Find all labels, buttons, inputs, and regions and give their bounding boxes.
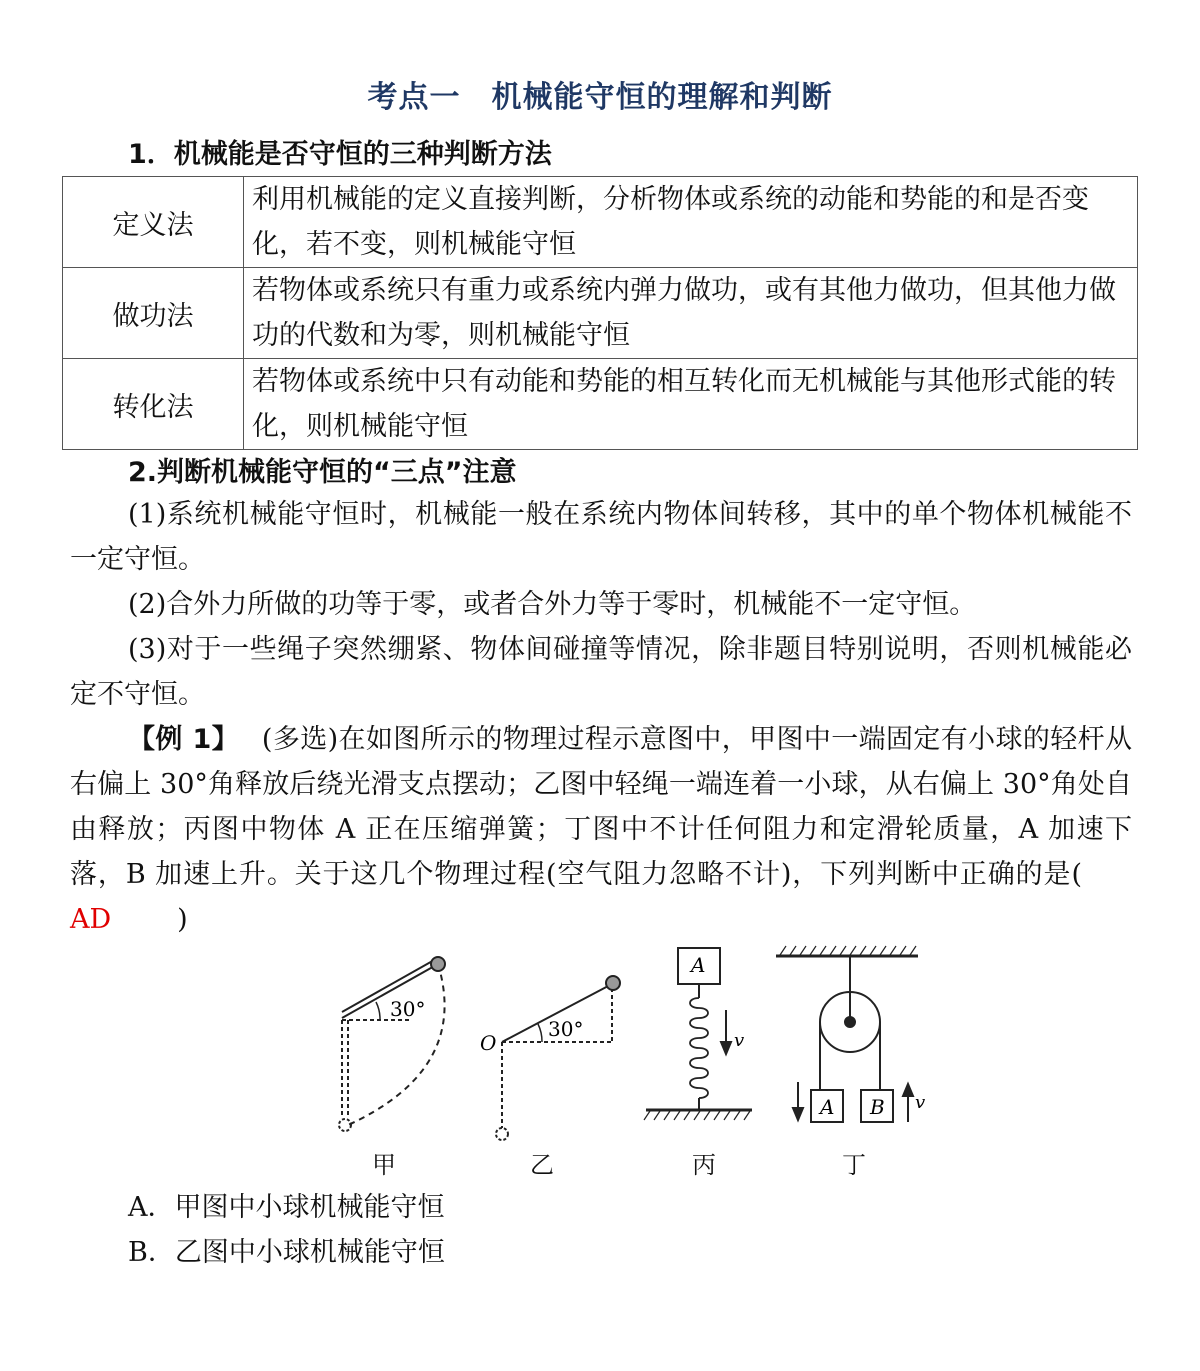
pivot-label: O (480, 1031, 497, 1055)
method-desc: 若物体或系统只有重力或系统内弹力做功，或有其他力做功，但其他力做功的代数和为零，则机械能守恒 (244, 268, 1138, 359)
figure-yi (496, 976, 620, 1140)
angle-label: 30° (390, 997, 426, 1021)
method-desc: 若物体或系统中只有动能和势能的相互转化而无机械能与其他形式能的转化，则机械能守恒 (244, 359, 1138, 450)
ball-ghost (339, 1119, 351, 1131)
example-text: (多选)在如图所示的物理过程示意图中，甲图中一端固定有小球的轻杆从右偏上 30°角释放后绕光滑支点摆动；乙图中轻绳一端连着一小球，从右偏上 30°角处自由释放；丙图中物体 A 正在压缩弹簧；丁图中不计任何阻力和定滑轮质量，A 加速下落，B 加速上升。关于这几个物理过程(空气阻力忽略不计)，下列判断中正确的是( (70, 724, 1133, 890)
example-question (70, 717, 1132, 942)
example-answer: AD (70, 904, 112, 935)
table-row (63, 359, 1138, 450)
section1-heading: 1．机械能是否守恒的三种判断方法 (128, 139, 552, 170)
method-name: 做功法 (63, 268, 244, 359)
block-label: A (820, 1095, 835, 1119)
table-row (63, 268, 1138, 359)
ball (606, 976, 620, 990)
caption-bing: 丙 (692, 1151, 716, 1179)
caption-yi: 乙 (530, 1151, 554, 1179)
method-name: 定义法 (63, 177, 244, 268)
arrow-head (721, 1042, 731, 1054)
figure-jia (339, 957, 445, 1131)
section2-heading: 2.判断机械能守恒的“三点”注意 (128, 457, 517, 488)
note-point-3: (3)对于一些绳子突然绷紧、物体间碰撞等情况，除非题目特别说明，否则机械能必定不守恒。 (70, 634, 1132, 710)
physics-figure (320, 940, 940, 1150)
table-row (63, 177, 1138, 268)
figure-ding (776, 956, 918, 1122)
angle-arc (538, 1024, 542, 1042)
note-point-2: (2)合外力所做的功等于零，或者合外力等于零时，机械能不一定守恒。 (128, 589, 977, 620)
caption-ding: 丁 (842, 1151, 866, 1179)
option-a: A．甲图中小球机械能守恒 (128, 1192, 445, 1223)
velocity-label: v (915, 1092, 926, 1113)
pulley-axle (845, 1017, 855, 1027)
method-desc: 利用机械能的定义直接判断，分析物体或系统的动能和势能的和是否变化，若不变，则机械能守恒 (244, 177, 1138, 268)
hatch-ceiling (780, 946, 916, 955)
block-label: A (691, 953, 706, 977)
hatch-ground (644, 1111, 750, 1120)
example-close: ) (177, 904, 188, 935)
arrow-head (903, 1084, 913, 1096)
note-point-1: (1)系统机械能守恒时，机械能一般在系统内物体间转移，其中的单个物体机械能不一定守恒。 (70, 499, 1132, 575)
page-title: 考点一 机械能守恒的理解和判断 (367, 80, 833, 115)
velocity-label: v (734, 1030, 745, 1051)
ball-ghost (496, 1128, 508, 1140)
spring (690, 998, 708, 1098)
block-label: B (870, 1095, 885, 1119)
option-b: B．乙图中小球机械能守恒 (128, 1237, 445, 1268)
method-name: 转化法 (63, 359, 244, 450)
angle-arc (376, 1002, 380, 1020)
methods-table (62, 176, 1138, 450)
arrow-head (793, 1108, 803, 1120)
example-tag: 【例 1】 (128, 724, 226, 755)
caption-jia: 甲 (372, 1151, 396, 1179)
ball (431, 957, 445, 971)
angle-label: 30° (548, 1017, 584, 1041)
